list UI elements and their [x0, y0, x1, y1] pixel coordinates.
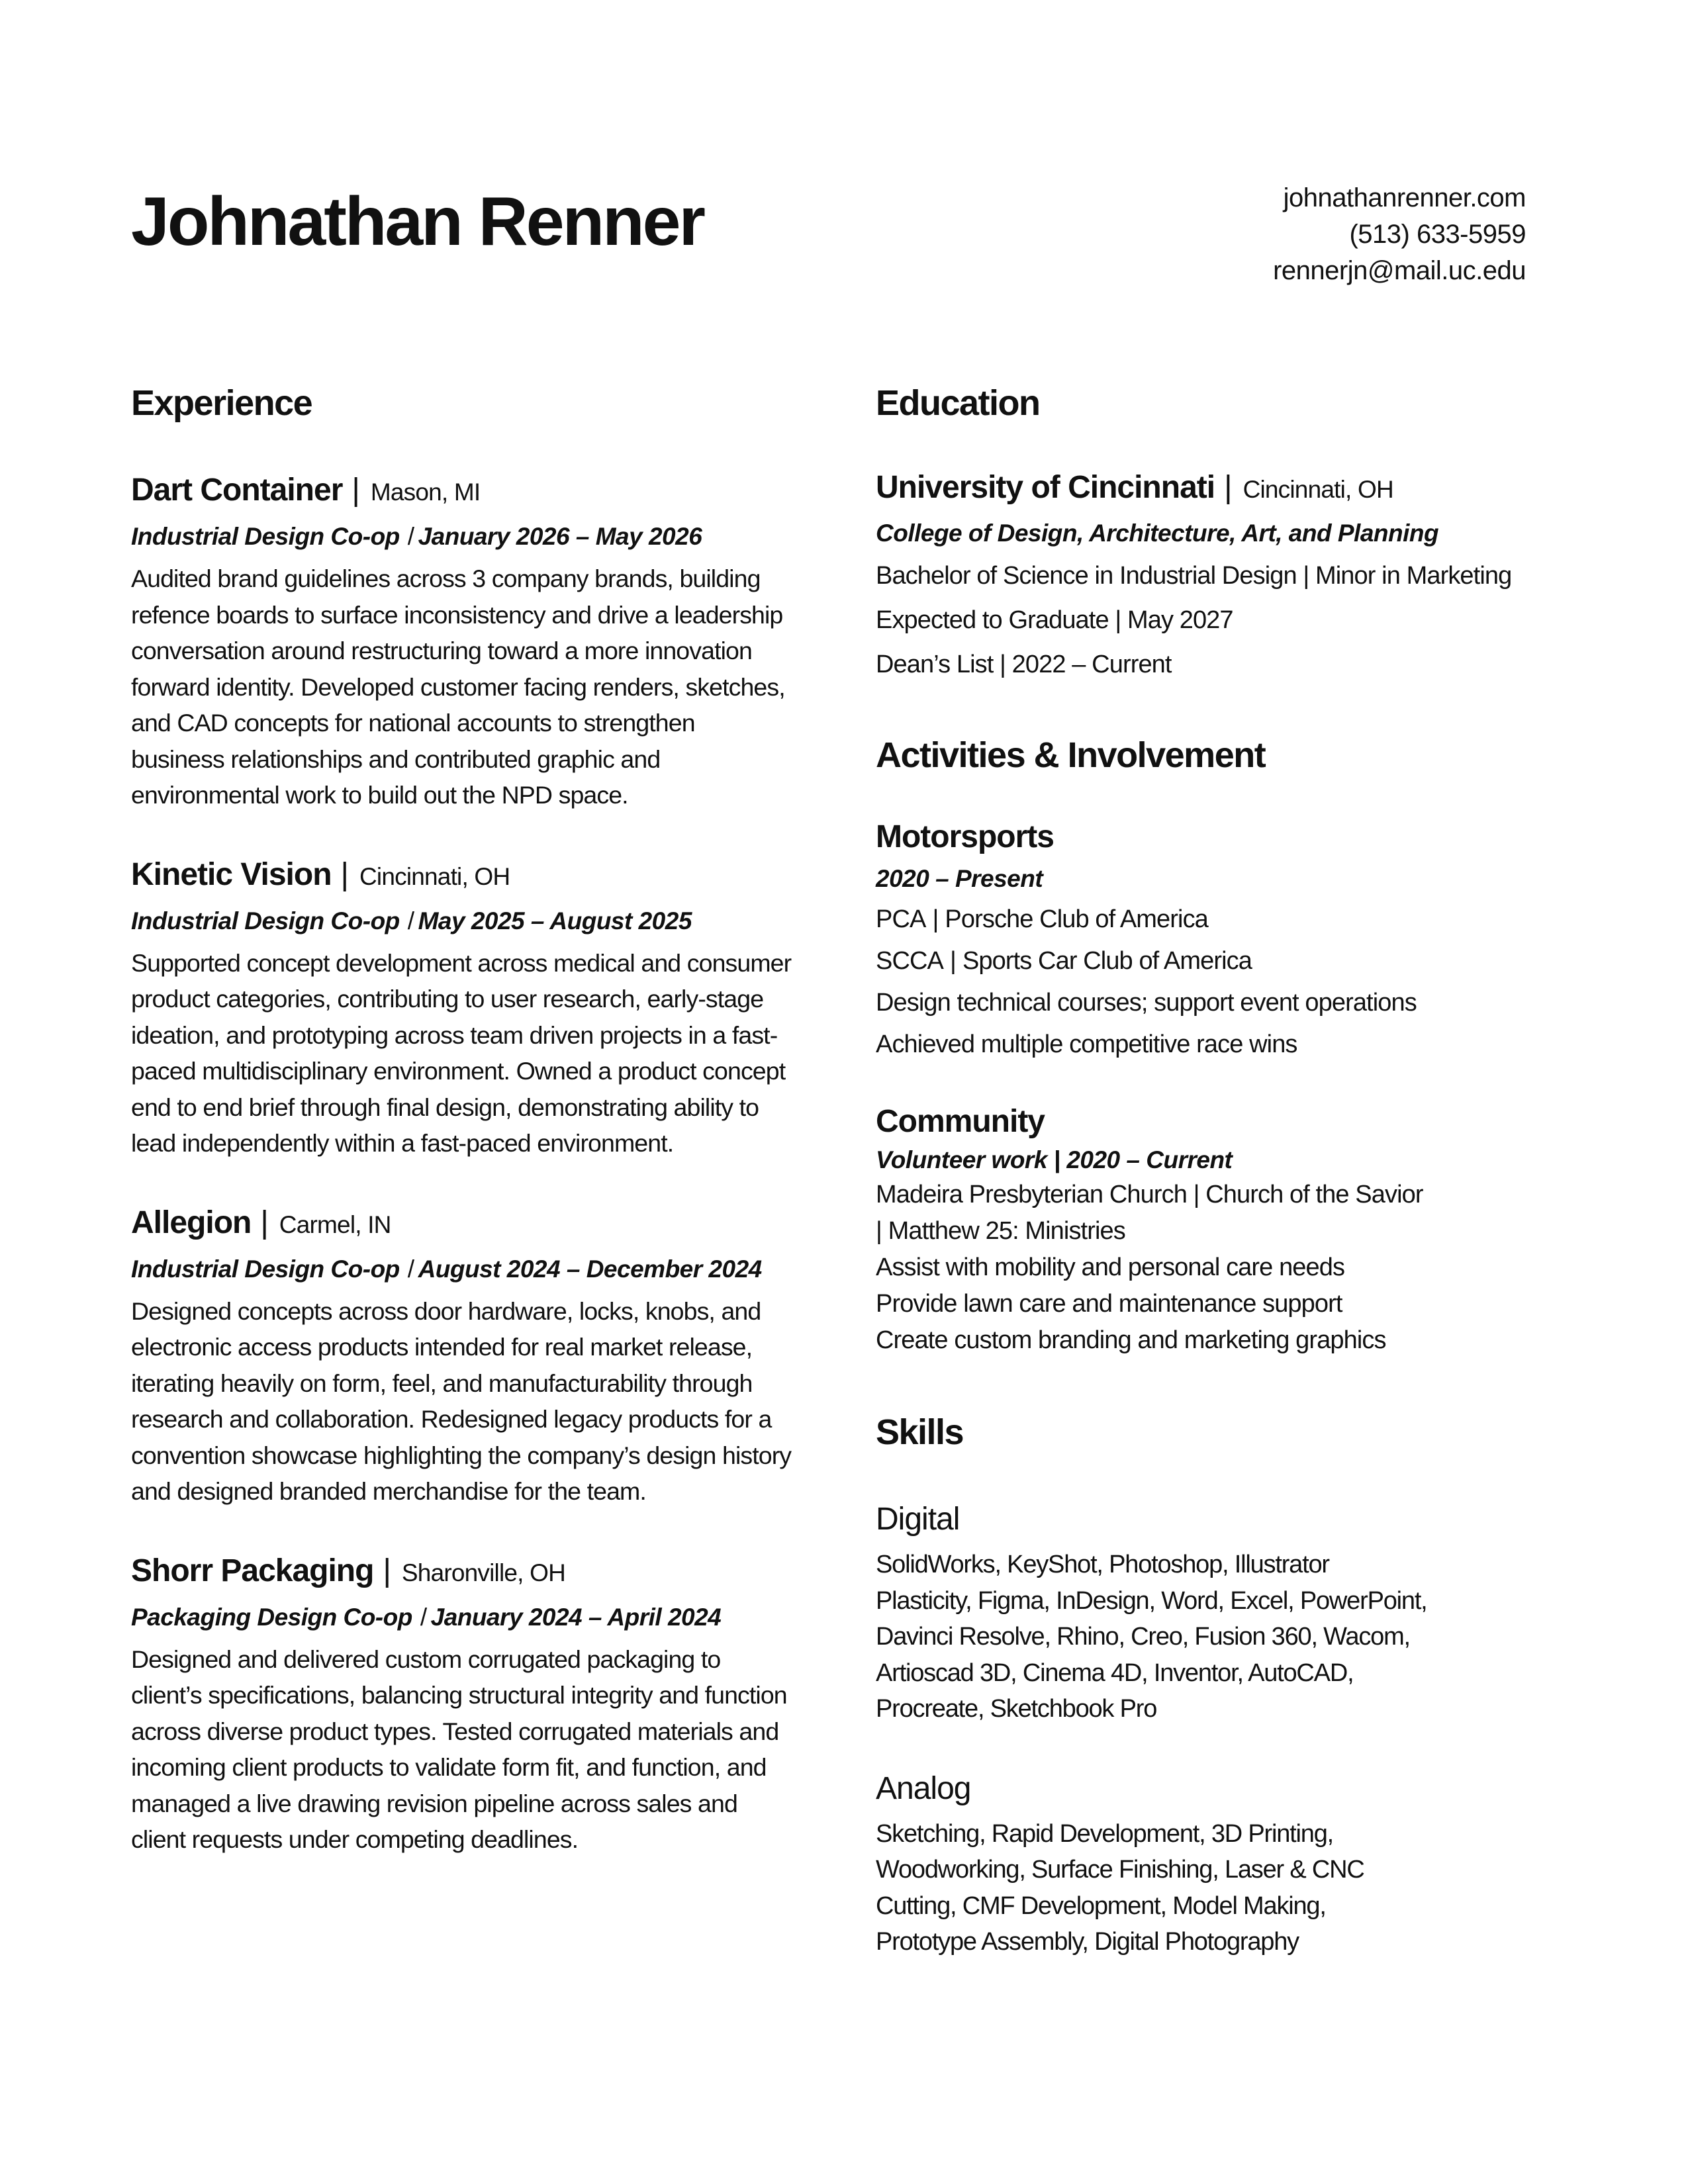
job-dates: August 2024 – December 2024 [418, 1255, 762, 1283]
job-role-line: Industrial Design Co-op / August 2024 – December 2024 [131, 1255, 762, 1283]
school-name: University of Cincinnati [876, 470, 1215, 505]
community-detail: Create custom branding and marketing graphics [876, 1326, 1386, 1354]
job-role: Industrial Design Co-op [131, 907, 400, 934]
job-location: Sharonville, OH [401, 1559, 566, 1586]
job-dates: May 2025 – August 2025 [418, 907, 692, 934]
job-dates: January 2024 – April 2024 [430, 1603, 722, 1631]
pca-line: PCA | Porsche Club of America [876, 905, 1208, 933]
website-link[interactable]: johnathanrenner.com [1283, 183, 1526, 212]
job-role-line: Industrial Design Co-op / January 2026 – May 2026 [131, 523, 702, 550]
contact-info [1273, 180, 1526, 289]
skills-line: Prototype Assembly, Digital Photography [876, 1928, 1299, 1956]
job-role-line: Industrial Design Co-op / May 2025 – August 2025 [131, 907, 692, 934]
job-location: Mason, MI [370, 478, 481, 506]
scca-line: SCCA | Sports Car Club of America [876, 947, 1252, 975]
digital-skills-list [876, 1547, 1538, 1727]
job-role: Industrial Design Co-op [131, 523, 400, 550]
job-description: Designed and delivered custom corrugated packaging to client’s specifications, balancing structural integrity and function across diverse product types. Tested corrugated materials and incoming client products to validate form fit, and function, and managed a live drawing revision pipeline across sales and client requests under competing deadlines. [131, 1645, 787, 1853]
college-name: College of Design, Architecture, Art, and Planning [876, 520, 1439, 547]
community-title: Community [876, 1104, 1045, 1139]
company-name: Allegion [131, 1205, 252, 1240]
analog-skills-title: Analog [876, 1770, 971, 1806]
sidebar-column [876, 377, 1538, 1960]
job-entry [131, 852, 793, 1161]
community-orgs: | Matthew 25: Ministries [876, 1217, 1125, 1245]
skills-line: Procreate, Sketchbook Pro [876, 1695, 1157, 1723]
job-entry [131, 1548, 793, 1858]
community-period: Volunteer work | 2020 – Current [876, 1146, 1233, 1173]
company-name: Kinetic Vision [131, 856, 332, 892]
job-entry [131, 467, 793, 813]
experience-heading: Experience [131, 383, 312, 423]
job-role: Packaging Design Co-op [131, 1603, 412, 1631]
community-entry [876, 1100, 1538, 1359]
job-entry [131, 1200, 793, 1510]
resume-name: Johnathan Renner [131, 183, 704, 260]
job-location: Cincinnati, OH [359, 862, 510, 890]
skills-line: Sketching, Rapid Development, 3D Printing, [876, 1819, 1333, 1848]
company-name: Shorr Packaging [131, 1553, 374, 1588]
scca-name: Sports Car Club of America [962, 947, 1252, 975]
analog-skills-list [876, 1816, 1538, 1960]
community-detail: Provide lawn care and maintenance support [876, 1290, 1342, 1318]
pca-name: Porsche Club of America [945, 905, 1208, 933]
job-location: Carmel, IN [279, 1210, 391, 1238]
digital-skills [876, 1498, 1538, 1727]
motorsports-entry [876, 815, 1538, 1066]
job-header: Kinetic Vision | Cincinnati, OH [131, 852, 793, 900]
school-location: Cincinnati, OH [1243, 476, 1393, 503]
skills-line: SolidWorks, KeyShot, Photoshop, Illustrator [876, 1551, 1329, 1578]
motorsports-title: Motorsports [876, 819, 1054, 854]
education-heading: Education [876, 383, 1040, 423]
motorsports-detail: Achieved multiple competitive race wins [876, 1030, 1297, 1058]
education-entry [876, 465, 1538, 687]
scca-abbr: SCCA [876, 947, 943, 975]
skills-line: Plasticity, Figma, InDesign, Word, Excel, PowerPoint, [876, 1586, 1427, 1615]
skills-line: Davinci Resolve, Rhino, Creo, Fusion 360, Wacom, [876, 1623, 1410, 1651]
job-description: Designed concepts across door hardware, locks, knobs, and electronic access products intended for real market release, iterating heavily on form, feel, and manufacturability through research and collaboration. Redesigned legacy products for a convention showcase highlighting the company’s design history and designed branded merchandise for the team. [131, 1297, 792, 1505]
job-description: Audited brand guidelines across 3 company brands, building refence boards to surface inconsistency and drive a leadership conversation around restructuring toward a more innovation forward identity. Developed customer facing renders, sketches, and CAD concepts for national accounts to strengthen business relationships and contributed graphic and environmental work to build out the NPD space. [131, 565, 785, 809]
email-link[interactable]: rennerjn@mail.uc.edu [1273, 256, 1526, 285]
degree-line: Bachelor of Science in Industrial Design | Minor in Marketing [876, 562, 1512, 590]
school-header: University of Cincinnati | Cincinnati, OH [876, 465, 1538, 513]
analog-skills [876, 1767, 1538, 1960]
motorsports-detail: Design technical courses; support event operations [876, 989, 1417, 1017]
skills-line: Artioscad 3D, Cinema 4D, Inventor, AutoCAD, [876, 1659, 1354, 1687]
skills-line: Cutting, CMF Development, Model Making, [876, 1891, 1326, 1920]
job-header: Allegion | Carmel, IN [131, 1200, 793, 1248]
community-detail: Assist with mobility and personal care needs [876, 1253, 1345, 1281]
community-orgs: Madeira Presbyterian Church | Church of the Savior [876, 1181, 1423, 1208]
graduation-line: Expected to Graduate | May 2027 [876, 606, 1233, 634]
activities-heading: Activities & Involvement [876, 735, 1266, 775]
pca-abbr: PCA [876, 905, 926, 933]
experience-column [131, 377, 793, 1858]
honors-line: Dean’s List | 2022 – Current [876, 651, 1172, 678]
job-role-line: Packaging Design Co-op / January 2024 – April 2024 [131, 1603, 722, 1631]
job-header: Dart Container | Mason, MI [131, 467, 793, 516]
skills-line: Woodworking, Surface Finishing, Laser & CNC [876, 1856, 1364, 1884]
motorsports-period: 2020 – Present [876, 865, 1043, 892]
digital-skills-title: Digital [876, 1502, 960, 1537]
skills-heading: Skills [876, 1412, 964, 1452]
job-header: Shorr Packaging | Sharonville, OH [131, 1548, 793, 1596]
phone-number: (513) 633-5959 [1349, 220, 1526, 249]
job-dates: January 2026 – May 2026 [418, 523, 702, 550]
company-name: Dart Container [131, 473, 343, 508]
job-description: Supported concept development across medical and consumer product categories, contributing to user research, early-stage ideation, and prototyping across team driven projects in a fast-paced multidisciplinary environment. Owned a product concept end to end brief through final design, demonstrating ability to lead independently within a fast-paced environment. [131, 948, 792, 1157]
job-role: Industrial Design Co-op [131, 1255, 400, 1283]
